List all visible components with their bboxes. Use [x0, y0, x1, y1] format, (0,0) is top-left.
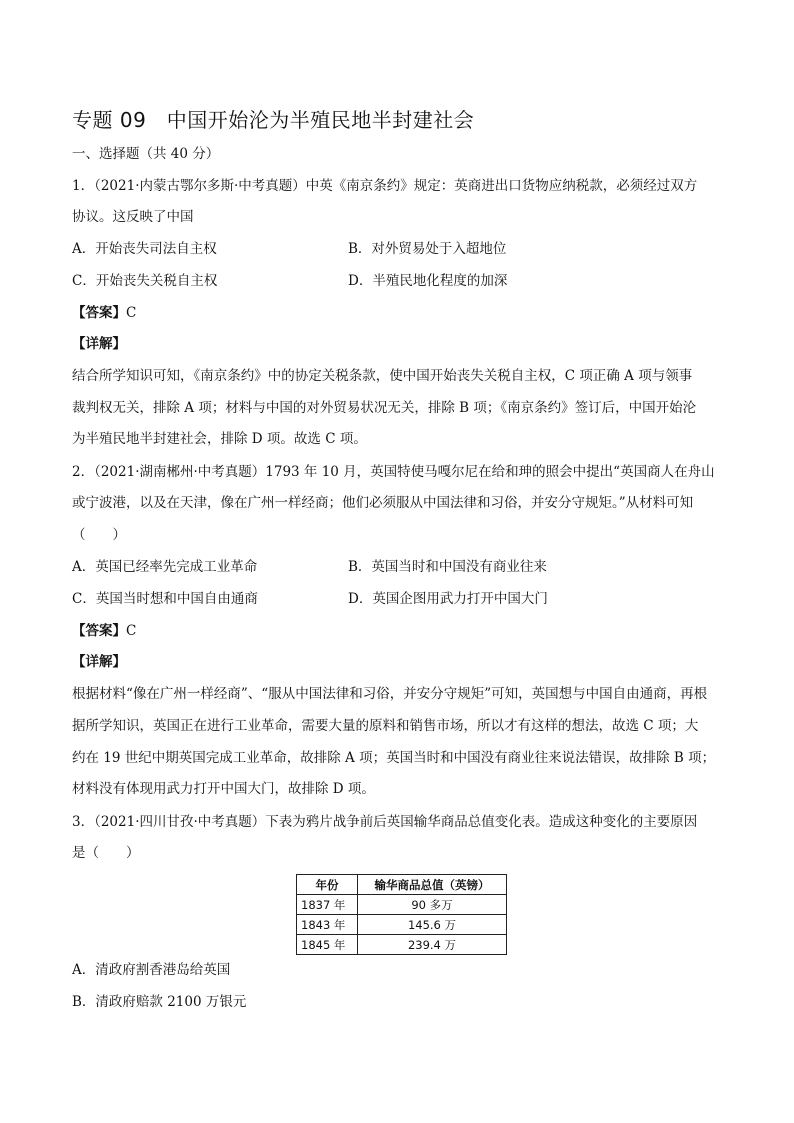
q3-stem-line-1: 3．（2021·四川甘孜·中考真题）下表为鸦片战争前后英国输华商品总值变化表。造成这种变化的主要原因 — [72, 814, 698, 830]
q1-option-d: D．半殖民地化程度的加深 — [348, 273, 508, 289]
table-cell-value: 90 多万 — [358, 895, 507, 915]
section-heading: 一、选择题（共 40 分） — [72, 146, 220, 162]
q2-option-a: A．英国已经率先完成工业革命 — [72, 559, 258, 575]
q2-stem-line-1: 2．（2021·湖南郴州·中考真题）1793 年 10 月，英国特使马嘎尔尼在给和珅的照会中提出“英国商人在舟山 — [72, 464, 715, 480]
q1-answer — [72, 304, 136, 322]
q1-detail-line-2: 裁判权无关，排除 A 项；材料与中国的对外贸易状况无关，排除 B 项；《南京条约》签订后，中国开始沦 — [72, 400, 697, 416]
q2-detail-line-1: 根据材料“像在广州一样经商”、“服从中国法律和习俗，并安分守规矩”可知，英国想与中国自由通商，再根 — [72, 686, 708, 702]
table-header-year: 年份 — [297, 875, 358, 895]
q3-stem-line-2: 是（ ） — [72, 845, 140, 861]
q2-stem-line-2: 或宁波港，以及在天津，像在广州一样经商；他们必须服从中国法律和习俗，并安分守规矩。”从材料可知 — [72, 495, 694, 511]
q1-detail-line-3: 为半殖民地半封建社会，排除 D 项。故选 C 项。 — [72, 431, 367, 447]
q2-stem-line-3: （ ） — [72, 527, 126, 543]
table-row — [297, 915, 507, 935]
table-cell-value: 239.4 万 — [358, 935, 507, 955]
table-cell-year: 1845 年 — [297, 935, 358, 955]
q2-answer-label: 【答案】 — [72, 623, 126, 639]
table-row — [297, 895, 507, 915]
table-row — [297, 935, 507, 955]
table-header-row — [297, 875, 507, 895]
q1-detail-label: 【详解】 — [72, 336, 126, 352]
table-cell-value: 145.6 万 — [358, 915, 507, 935]
q1-option-c: C．开始丧失关税自主权 — [72, 273, 218, 289]
q1-option-a: A．开始丧失司法自主权 — [72, 241, 217, 257]
q2-detail-line-3: 约在 19 世纪中期英国完成工业革命，故排除 A 项；英国当时和中国没有商业往来说法错误，故排除 B 项； — [72, 750, 716, 766]
page-title: 专题 09 中国开始沦为半殖民地半封建社会 — [72, 108, 475, 132]
q2-option-c: C．英国当时想和中国自由通商 — [72, 591, 258, 607]
q2-answer — [72, 622, 136, 640]
q2-detail-line-4: 材料没有体现用武力打开中国大门，故排除 D 项。 — [72, 781, 375, 797]
table-header-value: 输华商品总值（英镑） — [358, 875, 507, 895]
table-cell-year: 1843 年 — [297, 915, 358, 935]
q2-detail-line-2: 据所学知识，英国正在进行工业革命，需要大量的原料和销售市场，所以才有这样的想法，故选 C 项；大 — [72, 718, 699, 734]
export-value-table — [296, 874, 507, 955]
q1-detail-line-1: 结合所学知识可知，《南京条约》中的协定关税条款，使中国开始丧失关税自主权，C 项正确 A 项与领事 — [72, 368, 693, 384]
q1-option-b: B．对外贸易处于入超地位 — [348, 241, 507, 257]
q2-option-d: D．英国企图用武力打开中国大门 — [348, 591, 548, 607]
q2-detail-label: 【详解】 — [72, 654, 126, 670]
q2-answer-value: C — [126, 623, 137, 639]
q1-stem-line-2: 协议。这反映了中国 — [72, 209, 194, 225]
q1-answer-value: C — [126, 305, 137, 321]
q3-option-b: B．清政府赔款 2100 万银元 — [72, 994, 247, 1010]
table-cell-year: 1837 年 — [297, 895, 358, 915]
q1-answer-label: 【答案】 — [72, 305, 126, 321]
q1-stem-line-1: 1．（2021·内蒙古鄂尔多斯·中考真题）中英《南京条约》规定：英商进出口货物应纳税款，必须经过双方 — [72, 178, 698, 194]
q2-option-b: B．英国当时和中国没有商业往来 — [348, 559, 547, 575]
q3-option-a: A．清政府割香港岛给英国 — [72, 962, 231, 978]
